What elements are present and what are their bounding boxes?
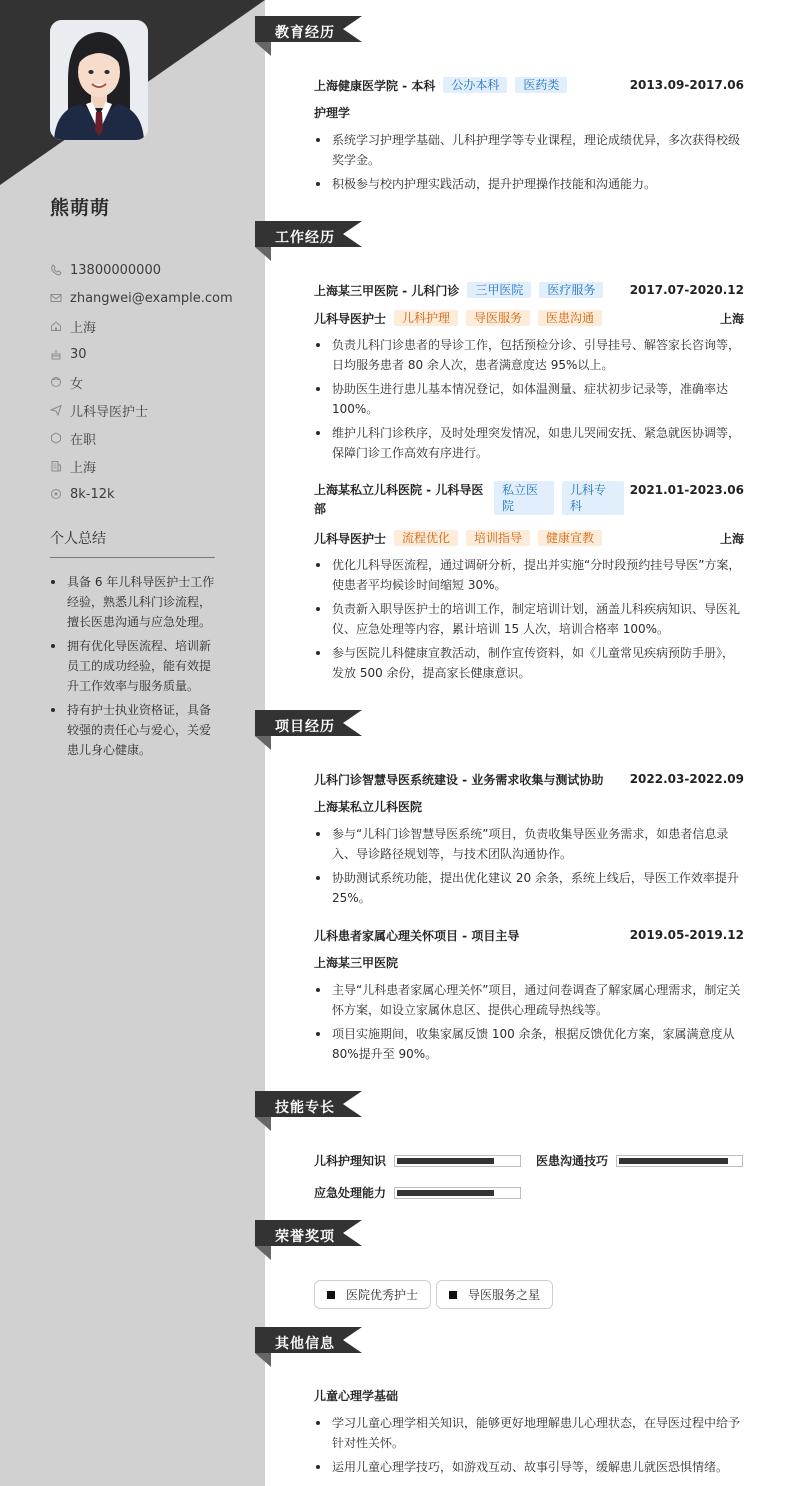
skill-name: 儿科护理知识 (314, 1154, 387, 1168)
skill-item (314, 1152, 521, 1169)
education-date: 2013.09-2017.06 (629, 78, 744, 92)
status-icon (50, 432, 62, 444)
skill-item (314, 1184, 521, 1201)
section-title: 技能专长 (275, 1100, 335, 1116)
education-bullets (314, 130, 744, 194)
project-name: 儿科门诊智慧导医系统建设 - 业务需求收集与测试协助 (314, 772, 604, 787)
work-location: 上海 (719, 311, 744, 326)
section-header-other (255, 1327, 365, 1367)
salary-text: 8k-12k (70, 486, 115, 502)
phone-icon (50, 264, 62, 276)
cake-icon (50, 348, 62, 360)
summary-list (50, 572, 215, 764)
bullet-item: 维护儿科门诊秩序，及时处理突发情况，如患儿哭闹安抚、紧急就医协调等，保障门诊工作高效有序进行。 (314, 423, 744, 463)
school-tag: 医药类 (515, 77, 567, 93)
role-tag: 流程优化 (394, 530, 458, 546)
project-entry (314, 770, 744, 912)
section-header-skills (255, 1091, 365, 1131)
info-salary (50, 480, 250, 508)
project-entry (314, 926, 744, 1068)
work-entry (314, 281, 744, 467)
school-tag: 公办本科 (443, 77, 507, 93)
project-bullets (314, 824, 744, 908)
section-title: 教育经历 (275, 25, 335, 41)
company-tag: 三甲医院 (467, 282, 531, 298)
contact-info (50, 256, 250, 508)
section-title: 其他信息 (275, 1336, 335, 1352)
skill-fill (397, 1190, 494, 1196)
section-header-project (255, 710, 365, 750)
project-org: 上海某私立儿科医院 (314, 800, 423, 814)
bullet-item: 参与“儿科门诊智慧导医系统”项目，负责收集导医业务需求，如患者信息录入、导诊路径规划等，与技术团队沟通协作。 (314, 824, 744, 864)
bullet-item: 负责儿科门诊患者的导诊工作，包括预检分诊、引导挂号、解答家长咨询等，日均服务患者 80 余人次，患者满意度达 95%以上。 (314, 335, 744, 375)
skill-fill (397, 1158, 494, 1164)
work-bullets (314, 335, 744, 463)
mail-icon (50, 292, 62, 304)
role-tag: 培训指导 (466, 530, 530, 546)
bullet-item: 协助医生进行患儿基本情况登记，如体温测量、症状初步记录等，准确率达 100%。 (314, 379, 744, 419)
work-location: 上海 (719, 531, 744, 546)
status-text: 在职 (70, 432, 97, 448)
sidebar (0, 0, 265, 1486)
home-icon (50, 320, 62, 332)
money-icon (50, 488, 62, 500)
summary-title: 个人总结 (50, 528, 215, 558)
summary-item: 持有护士执业资格证，具备较强的责任心与爱心，关爱患儿身心健康。 (50, 700, 215, 760)
email-text: zhangwei@example.com (70, 290, 233, 306)
company-name: 上海某私立儿科医院 - 儿科导医部 (314, 483, 484, 516)
honor-text: 导医服务之星 (468, 1288, 541, 1302)
company-name: 上海某三甲医院 - 儿科门诊 (314, 283, 460, 298)
bullet-item: 项目实施期间，收集家属反馈 100 余条，根据反馈优化方案，家属满意度从 80%提升至 90%。 (314, 1024, 744, 1064)
info-position (50, 396, 250, 424)
work-bullets (314, 555, 744, 683)
project-bullets (314, 980, 744, 1064)
project-org: 上海某三甲医院 (314, 956, 399, 970)
section-header-work (255, 221, 365, 261)
section-title: 工作经历 (275, 230, 335, 246)
project-date: 2019.05-2019.12 (629, 928, 744, 942)
info-status (50, 424, 250, 452)
city-text: 上海 (70, 320, 97, 336)
honor-badge (314, 1280, 431, 1309)
info-age (50, 340, 250, 368)
company-tag: 医疗服务 (539, 282, 603, 298)
square-icon (449, 1291, 457, 1299)
target-city-text: 上海 (70, 460, 97, 476)
school-name: 上海健康医学院 - 本科 (314, 78, 436, 93)
bullet-item: 负责新入职导医护士的培训工作，制定培训计划，涵盖儿科疾病知识、导医礼仪、应急处理等内容，累计培训 15 人次，培训合格率 100%。 (314, 599, 744, 639)
skill-bar (394, 1187, 521, 1199)
bullet-item: 优化儿科导医流程，通过调研分析，提出并实施“分时段预约挂号导医”方案，使患者平均候诊时间缩短 30%。 (314, 555, 744, 595)
skill-item (536, 1152, 743, 1169)
skill-bar (616, 1155, 743, 1167)
info-gender (50, 368, 250, 396)
project-date: 2022.03-2022.09 (629, 772, 744, 786)
honor-text: 医院优秀护士 (346, 1288, 419, 1302)
bullet-item: 系统学习护理学基础、儿科护理学等专业课程，理论成绩优异，多次获得校级奖学金。 (314, 130, 744, 170)
age-text: 30 (70, 346, 87, 362)
work-entry (314, 481, 744, 687)
building-icon (50, 460, 62, 472)
education-entry (314, 76, 744, 198)
info-phone (50, 256, 250, 284)
bullet-item: 主导“儿科患者家属心理关怀”项目，通过问卷调查了解家属心理需求，制定关怀方案，如设立家属休息区、提供心理疏导热线等。 (314, 980, 744, 1020)
candidate-name: 熊萌萌 (50, 197, 111, 219)
role-tag: 医患沟通 (538, 310, 602, 326)
honor-badge (436, 1280, 553, 1309)
square-icon (327, 1291, 335, 1299)
company-tag: 儿科专科 (562, 481, 624, 515)
other-bullets (314, 1413, 744, 1477)
skill-name: 医患沟通技巧 (536, 1154, 609, 1168)
role-name: 儿科导医护士 (314, 531, 387, 546)
bullet-item: 参与医院儿科健康宣教活动，制作宣传资料，如《儿童常见疾病预防手册》，发放 500 余份，提高家长健康意识。 (314, 643, 744, 683)
work-date: 2017.07-2020.12 (629, 283, 744, 297)
portrait-image (50, 20, 148, 140)
summary-item: 具备 6 年儿科导医护士工作经验，熟悉儿科门诊流程，擅长医患沟通与应急处理。 (50, 572, 215, 632)
section-title: 荣誉奖项 (275, 1229, 335, 1245)
role-tag: 健康宣教 (538, 530, 602, 546)
work-date: 2021.01-2023.06 (629, 483, 744, 497)
major: 护理学 (314, 106, 351, 120)
section-header-honors (255, 1220, 365, 1260)
company-tag: 私立医院 (494, 481, 554, 515)
gender-icon (50, 376, 62, 388)
bullet-item: 积极参与校内护理实践活动，提升护理操作技能和沟通能力。 (314, 174, 744, 194)
avatar (50, 20, 148, 140)
role-tag: 导医服务 (466, 310, 530, 326)
bullet-item: 运用儿童心理学技巧，如游戏互动、故事引导等，缓解患儿就医恐惧情绪。 (314, 1457, 744, 1477)
project-name: 儿科患者家属心理关怀项目 - 项目主导 (314, 928, 520, 943)
gender-text: 女 (70, 376, 84, 392)
info-city (50, 312, 250, 340)
other-entry (314, 1387, 744, 1481)
section-title: 项目经历 (275, 719, 335, 735)
role-name: 儿科导医护士 (314, 311, 387, 326)
bullet-item: 协助测试系统功能，提出优化建议 20 余条，系统上线后，导医工作效率提升 25%。 (314, 868, 744, 908)
summary-item: 拥有优化导医流程、培训新员工的成功经验，能有效提升工作效率与服务质量。 (50, 636, 215, 696)
section-header-education (255, 16, 365, 56)
role-tag: 儿科护理 (394, 310, 458, 326)
skill-name: 应急处理能力 (314, 1186, 387, 1200)
info-target-city (50, 452, 250, 480)
bullet-item: 学习儿童心理学相关知识，能够更好地理解患儿心理状态，在导医过程中给予针对性关怀。 (314, 1413, 744, 1453)
other-title: 儿童心理学基础 (314, 1389, 399, 1403)
skill-bar (394, 1155, 521, 1167)
send-icon (50, 404, 62, 416)
phone-text: 13800000000 (70, 262, 161, 278)
info-email (50, 284, 250, 312)
position-text: 儿科导医护士 (70, 404, 149, 420)
skill-fill (619, 1158, 728, 1164)
